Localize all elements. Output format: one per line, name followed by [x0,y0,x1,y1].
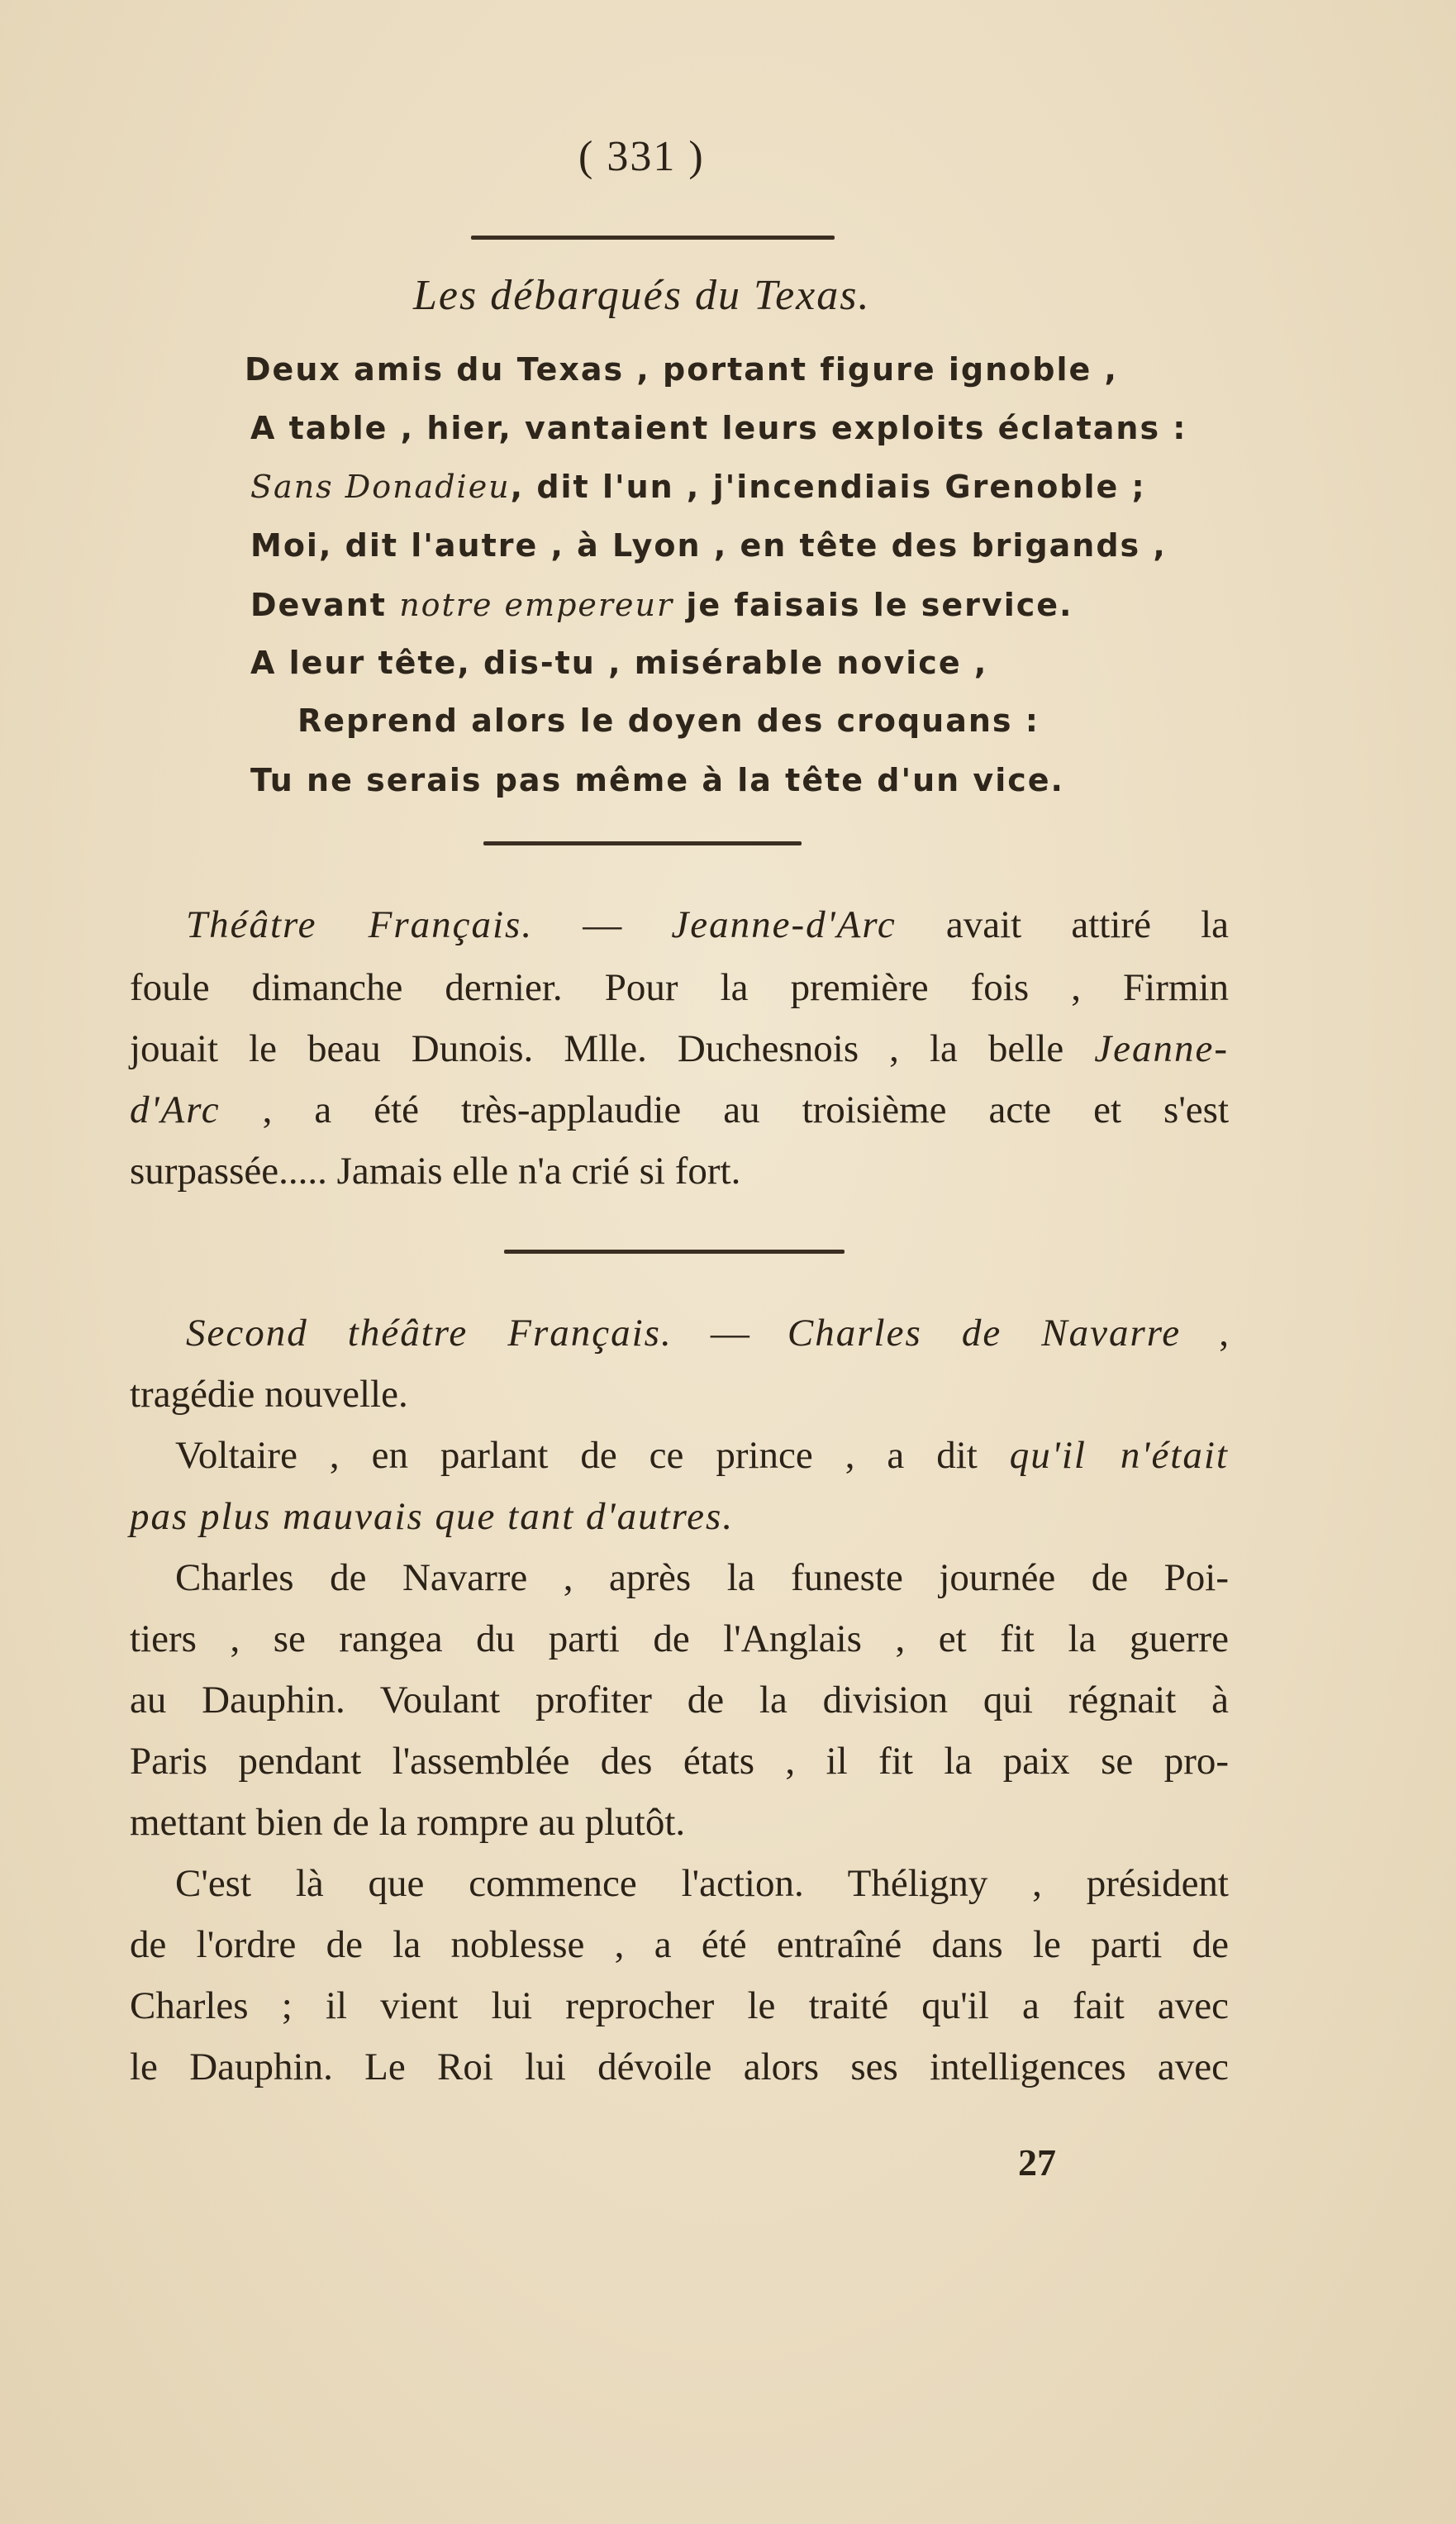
second-theatre-line: de l'ordre de la noblesse , a été entraîné dans le parti de [130,1923,1229,1966]
poem-line: Tu ne serais pas même à la tête d'un vice. [250,762,1064,798]
section-rule [504,1250,845,1254]
second-theatre-line: Second théâtre Français. — Charles de Navarre , [186,1312,1229,1355]
theatre-line: surpassée..... Jamais elle n'a crié si fort. [130,1150,741,1193]
header-rule [471,236,835,240]
poem-line: Sans Donadieu, dit l'un , j'incendiais Grenoble ; [250,469,1146,505]
poem-line: Devant notre empereur je faisais le service. [250,587,1073,623]
signature-mark: 27 [1018,2141,1056,2183]
second-theatre-line: au Dauphin. Voulant profiter de la division qui régnait à [130,1679,1229,1722]
second-theatre-line: le Dauphin. Le Roi lui dévoile alors ses intelligences avec [130,2045,1229,2088]
second-theatre-line: Charles de Navarre , après la funeste journée de Poi- [175,1556,1229,1599]
theatre-line: foule dimanche dernier. Pour la première fois , Firmin [130,966,1229,1009]
poem-line: A leur tête, dis-tu , misérable novice , [250,645,988,681]
theatre-line: d'Arc , a été très-applaudie au troisième acte et s'est [130,1088,1229,1131]
second-theatre-line: tragédie nouvelle. [130,1373,408,1416]
second-theatre-line: mettant bien de la rompre au plutôt. [130,1801,686,1844]
second-theatre-line: Voltaire , en parlant de ce prince , a dit qu'il n'était [175,1434,1229,1477]
poem-line: Deux amis du Texas , portant figure ignoble , [245,351,1118,388]
poem-title: Les débarqués du Texas. [413,272,871,319]
second-theatre-line: Charles ; il vient lui reprocher le traité qu'il a fait avec [130,1984,1229,2027]
second-theatre-line: C'est là que commence l'action. Théligny , président [175,1862,1229,1905]
second-theatre-line: pas plus mauvais que tant d'autres. [130,1495,735,1538]
poem-line: Reprend alors le doyen des croquans : [297,702,1040,739]
page-number: ( 331 ) [578,133,705,180]
theatre-line: Théâtre Français. — Jeanne-d'Arc avait attiré la [186,903,1229,946]
poem-line: Moi, dit l'autre , à Lyon , en tête des brigands , [250,527,1167,564]
second-theatre-line: Paris pendant l'assemblée des états , il fit la paix se pro- [130,1740,1229,1783]
section-rule [483,841,802,845]
poem-line: A table , hier, vantaient leurs exploits éclatans : [250,410,1187,446]
second-theatre-line: tiers , se rangea du parti de l'Anglais , et fit la guerre [130,1617,1229,1660]
theatre-line: jouait le beau Dunois. Mlle. Duchesnois , la belle Jeanne- [130,1027,1229,1070]
